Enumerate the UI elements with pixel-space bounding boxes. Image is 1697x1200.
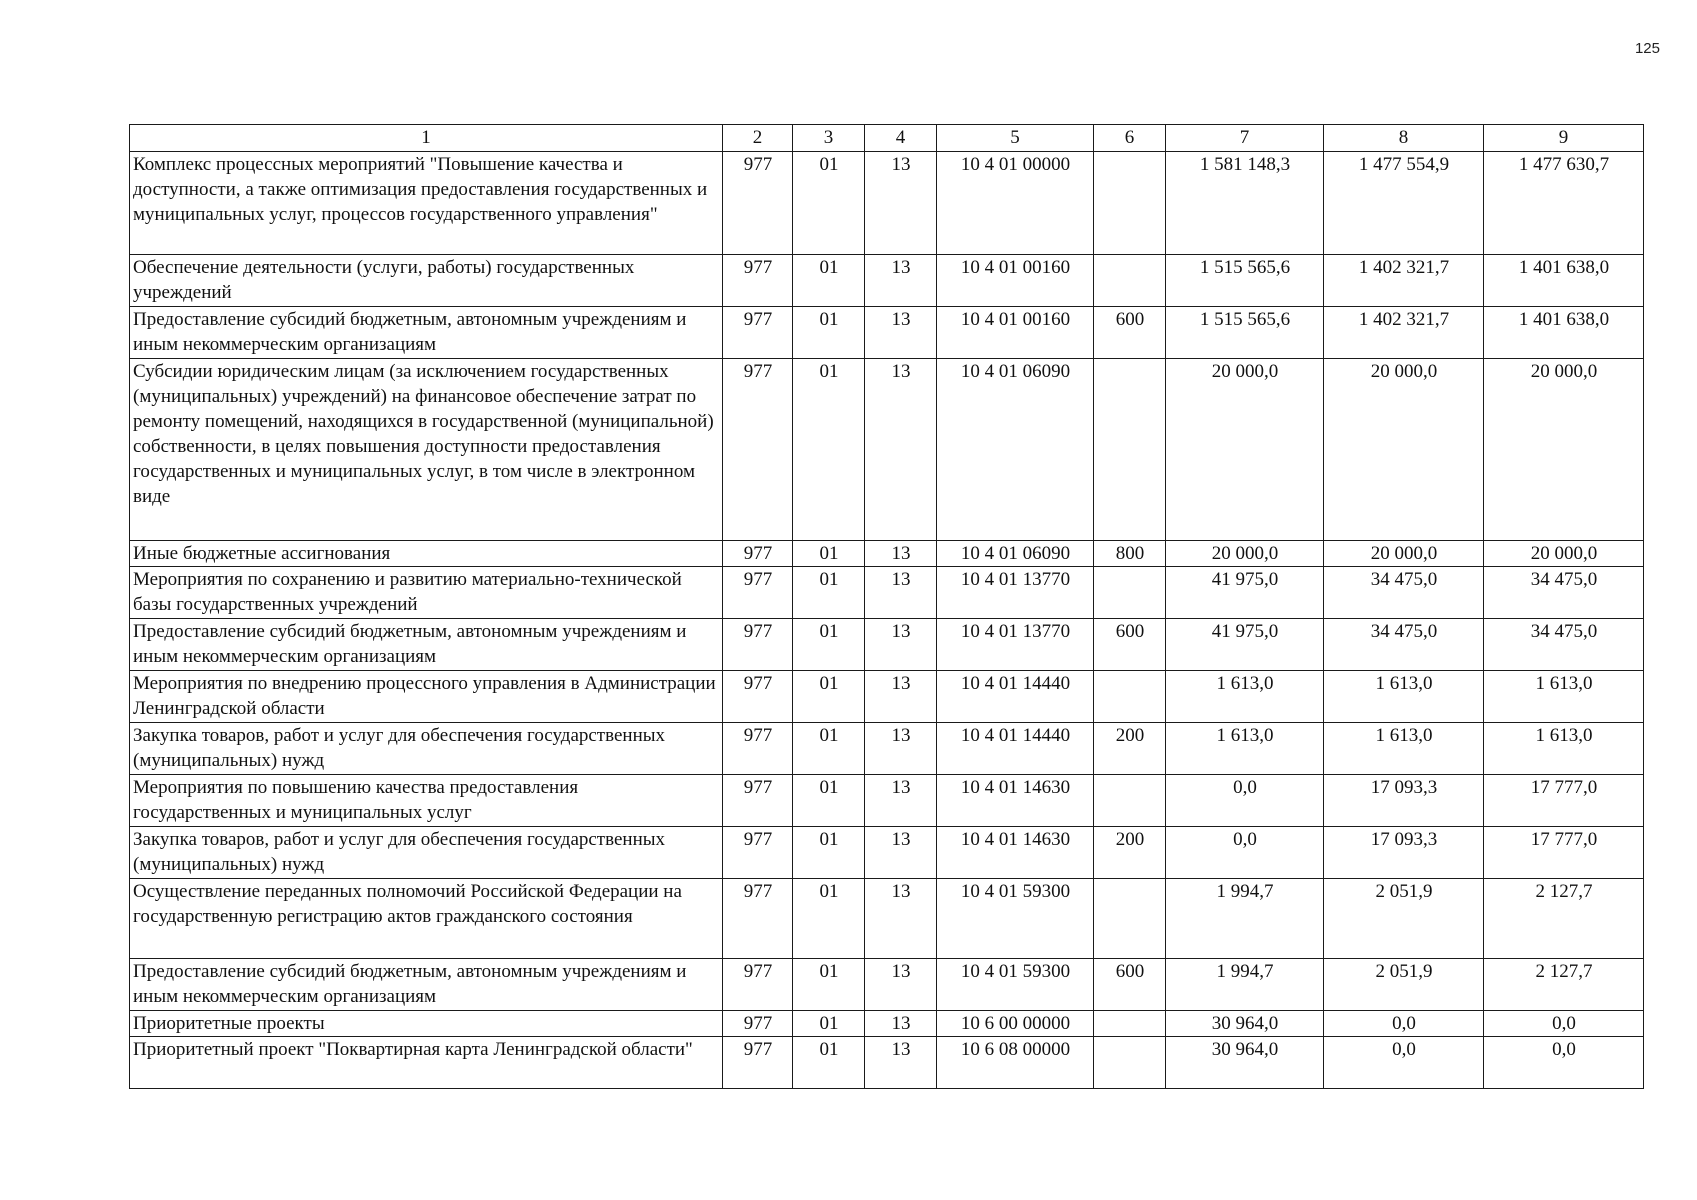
row-name: Предоставление субсидий бюджетным, автономным учреждениям и иным некоммерческим организациям <box>130 619 723 671</box>
cell-col6 <box>1094 1037 1166 1089</box>
cell-col7: 20 000,0 <box>1166 541 1324 567</box>
cell-col7: 1 515 565,6 <box>1166 307 1324 359</box>
cell-col6: 800 <box>1094 541 1166 567</box>
cell-col8: 20 000,0 <box>1324 541 1484 567</box>
cell-col9: 1 401 638,0 <box>1484 255 1644 307</box>
cell-col8: 2 051,9 <box>1324 959 1484 1011</box>
cell-col4: 13 <box>865 723 937 775</box>
column-header: 6 <box>1094 125 1166 152</box>
cell-col8: 2 051,9 <box>1324 879 1484 959</box>
cell-col6 <box>1094 1011 1166 1037</box>
cell-col8: 1 402 321,7 <box>1324 255 1484 307</box>
cell-col7: 30 964,0 <box>1166 1011 1324 1037</box>
cell-col9: 2 127,7 <box>1484 959 1644 1011</box>
cell-col3: 01 <box>793 959 865 1011</box>
budget-table <box>129 124 1644 1089</box>
cell-col3: 01 <box>793 723 865 775</box>
table-row <box>130 255 1644 307</box>
column-header: 9 <box>1484 125 1644 152</box>
cell-col2: 977 <box>723 879 793 959</box>
table-row <box>130 359 1644 541</box>
cell-col3: 01 <box>793 255 865 307</box>
cell-col6: 600 <box>1094 619 1166 671</box>
cell-col4: 13 <box>865 359 937 541</box>
cell-col2: 977 <box>723 541 793 567</box>
cell-col4: 13 <box>865 959 937 1011</box>
column-header: 4 <box>865 125 937 152</box>
table-row <box>130 1037 1644 1089</box>
row-name: Закупка товаров, работ и услуг для обеспечения государственных (муниципальных) нужд <box>130 723 723 775</box>
cell-col3: 01 <box>793 541 865 567</box>
table-row <box>130 619 1644 671</box>
cell-col4: 13 <box>865 619 937 671</box>
table-row <box>130 567 1644 619</box>
cell-col3: 01 <box>793 619 865 671</box>
cell-col7: 0,0 <box>1166 827 1324 879</box>
row-name: Предоставление субсидий бюджетным, автономным учреждениям и иным некоммерческим организациям <box>130 959 723 1011</box>
cell-col4: 13 <box>865 1037 937 1089</box>
cell-col7: 30 964,0 <box>1166 1037 1324 1089</box>
row-name: Осуществление переданных полномочий Российской Федерации на государственную регистрацию актов гражданского состояния <box>130 879 723 959</box>
cell-col3: 01 <box>793 307 865 359</box>
row-name: Иные бюджетные ассигнования <box>130 541 723 567</box>
cell-col8: 0,0 <box>1324 1011 1484 1037</box>
cell-col7: 1 994,7 <box>1166 879 1324 959</box>
row-name: Предоставление субсидий бюджетным, автономным учреждениям и иным некоммерческим организациям <box>130 307 723 359</box>
cell-col7: 1 613,0 <box>1166 671 1324 723</box>
cell-col7: 1 581 148,3 <box>1166 152 1324 255</box>
cell-col7: 1 613,0 <box>1166 723 1324 775</box>
cell-col3: 01 <box>793 567 865 619</box>
cell-col8: 0,0 <box>1324 1037 1484 1089</box>
column-header: 2 <box>723 125 793 152</box>
cell-col8: 1 402 321,7 <box>1324 307 1484 359</box>
cell-col5: 10 4 01 13770 <box>937 619 1094 671</box>
cell-col4: 13 <box>865 255 937 307</box>
header-row <box>130 125 1644 152</box>
cell-col5: 10 4 01 00160 <box>937 255 1094 307</box>
cell-col6 <box>1094 671 1166 723</box>
cell-col2: 977 <box>723 567 793 619</box>
cell-col2: 977 <box>723 827 793 879</box>
page-number: 125 <box>1634 40 1660 57</box>
cell-col4: 13 <box>865 567 937 619</box>
cell-col9: 17 777,0 <box>1484 827 1644 879</box>
cell-col9: 34 475,0 <box>1484 567 1644 619</box>
cell-col2: 977 <box>723 359 793 541</box>
cell-col9: 2 127,7 <box>1484 879 1644 959</box>
cell-col6: 600 <box>1094 307 1166 359</box>
cell-col4: 13 <box>865 1011 937 1037</box>
cell-col2: 977 <box>723 671 793 723</box>
cell-col9: 1 401 638,0 <box>1484 307 1644 359</box>
cell-col5: 10 4 01 14630 <box>937 827 1094 879</box>
cell-col2: 977 <box>723 959 793 1011</box>
cell-col5: 10 6 08 00000 <box>937 1037 1094 1089</box>
cell-col2: 977 <box>723 723 793 775</box>
cell-col5: 10 4 01 59300 <box>937 879 1094 959</box>
cell-col6: 200 <box>1094 723 1166 775</box>
cell-col6 <box>1094 255 1166 307</box>
row-name: Мероприятия по внедрению процессного управления в Администрации Ленинградской области <box>130 671 723 723</box>
cell-col8: 1 613,0 <box>1324 671 1484 723</box>
cell-col9: 20 000,0 <box>1484 359 1644 541</box>
table-row <box>130 307 1644 359</box>
cell-col4: 13 <box>865 307 937 359</box>
cell-col6: 600 <box>1094 959 1166 1011</box>
cell-col7: 1 994,7 <box>1166 959 1324 1011</box>
row-name: Мероприятия по сохранению и развитию материально-технической базы государственных учреждений <box>130 567 723 619</box>
cell-col3: 01 <box>793 1037 865 1089</box>
cell-col3: 01 <box>793 775 865 827</box>
cell-col2: 977 <box>723 255 793 307</box>
cell-col4: 13 <box>865 541 937 567</box>
cell-col4: 13 <box>865 827 937 879</box>
cell-col3: 01 <box>793 879 865 959</box>
cell-col2: 977 <box>723 1011 793 1037</box>
table-row <box>130 152 1644 255</box>
cell-col9: 1 477 630,7 <box>1484 152 1644 255</box>
table-row <box>130 775 1644 827</box>
cell-col9: 0,0 <box>1484 1037 1644 1089</box>
cell-col5: 10 4 01 00160 <box>937 307 1094 359</box>
cell-col3: 01 <box>793 827 865 879</box>
column-header: 7 <box>1166 125 1324 152</box>
cell-col7: 41 975,0 <box>1166 567 1324 619</box>
cell-col8: 1 613,0 <box>1324 723 1484 775</box>
cell-col2: 977 <box>723 1037 793 1089</box>
column-header: 5 <box>937 125 1094 152</box>
cell-col7: 20 000,0 <box>1166 359 1324 541</box>
row-name: Субсидии юридическим лицам (за исключением государственных (муниципальных) учреждений) на финансовое обеспечение затрат по ремонту помещений, находящихся в государственной (муниципальной) собственности, в целях повышения доступности предоставления государственных и муниципальных услуг, в том числе в электронном виде <box>130 359 723 541</box>
cell-col2: 977 <box>723 307 793 359</box>
cell-col6 <box>1094 359 1166 541</box>
cell-col6: 200 <box>1094 827 1166 879</box>
table-row <box>130 1011 1644 1037</box>
table-row <box>130 723 1644 775</box>
cell-col8: 34 475,0 <box>1324 619 1484 671</box>
cell-col7: 1 515 565,6 <box>1166 255 1324 307</box>
row-name: Приоритетный проект "Поквартирная карта Ленинградской области" <box>130 1037 723 1089</box>
cell-col3: 01 <box>793 671 865 723</box>
row-name: Приоритетные проекты <box>130 1011 723 1037</box>
table-row <box>130 879 1644 959</box>
cell-col4: 13 <box>865 879 937 959</box>
cell-col9: 0,0 <box>1484 1011 1644 1037</box>
cell-col7: 41 975,0 <box>1166 619 1324 671</box>
cell-col8: 17 093,3 <box>1324 827 1484 879</box>
cell-col9: 1 613,0 <box>1484 671 1644 723</box>
cell-col4: 13 <box>865 152 937 255</box>
cell-col3: 01 <box>793 359 865 541</box>
cell-col3: 01 <box>793 1011 865 1037</box>
table-row <box>130 541 1644 567</box>
cell-col7: 0,0 <box>1166 775 1324 827</box>
column-header: 1 <box>130 125 723 152</box>
cell-col5: 10 4 01 14440 <box>937 723 1094 775</box>
column-header: 8 <box>1324 125 1484 152</box>
cell-col5: 10 4 01 13770 <box>937 567 1094 619</box>
cell-col5: 10 4 01 06090 <box>937 359 1094 541</box>
row-name: Комплекс процессных мероприятий "Повышение качества и доступности, а также оптимизация предоставления государственных и муниципальных услуг, процессов государственного управления" <box>130 152 723 255</box>
cell-col5: 10 4 01 00000 <box>937 152 1094 255</box>
table-row <box>130 959 1644 1011</box>
cell-col3: 01 <box>793 152 865 255</box>
row-name: Закупка товаров, работ и услуг для обеспечения государственных (муниципальных) нужд <box>130 827 723 879</box>
cell-col8: 34 475,0 <box>1324 567 1484 619</box>
cell-col9: 20 000,0 <box>1484 541 1644 567</box>
cell-col6 <box>1094 152 1166 255</box>
cell-col8: 1 477 554,9 <box>1324 152 1484 255</box>
cell-col2: 977 <box>723 775 793 827</box>
cell-col2: 977 <box>723 619 793 671</box>
cell-col5: 10 4 01 14440 <box>937 671 1094 723</box>
cell-col6 <box>1094 567 1166 619</box>
cell-col9: 34 475,0 <box>1484 619 1644 671</box>
cell-col2: 977 <box>723 152 793 255</box>
cell-col4: 13 <box>865 775 937 827</box>
cell-col4: 13 <box>865 671 937 723</box>
cell-col9: 17 777,0 <box>1484 775 1644 827</box>
cell-col5: 10 4 01 06090 <box>937 541 1094 567</box>
cell-col8: 17 093,3 <box>1324 775 1484 827</box>
row-name: Мероприятия по повышению качества предоставления государственных и муниципальных услуг <box>130 775 723 827</box>
table-row <box>130 827 1644 879</box>
cell-col5: 10 4 01 14630 <box>937 775 1094 827</box>
cell-col5: 10 4 01 59300 <box>937 959 1094 1011</box>
cell-col8: 20 000,0 <box>1324 359 1484 541</box>
cell-col6 <box>1094 775 1166 827</box>
cell-col5: 10 6 00 00000 <box>937 1011 1094 1037</box>
cell-col9: 1 613,0 <box>1484 723 1644 775</box>
cell-col6 <box>1094 879 1166 959</box>
column-header: 3 <box>793 125 865 152</box>
row-name: Обеспечение деятельности (услуги, работы) государственных учреждений <box>130 255 723 307</box>
table-row <box>130 671 1644 723</box>
